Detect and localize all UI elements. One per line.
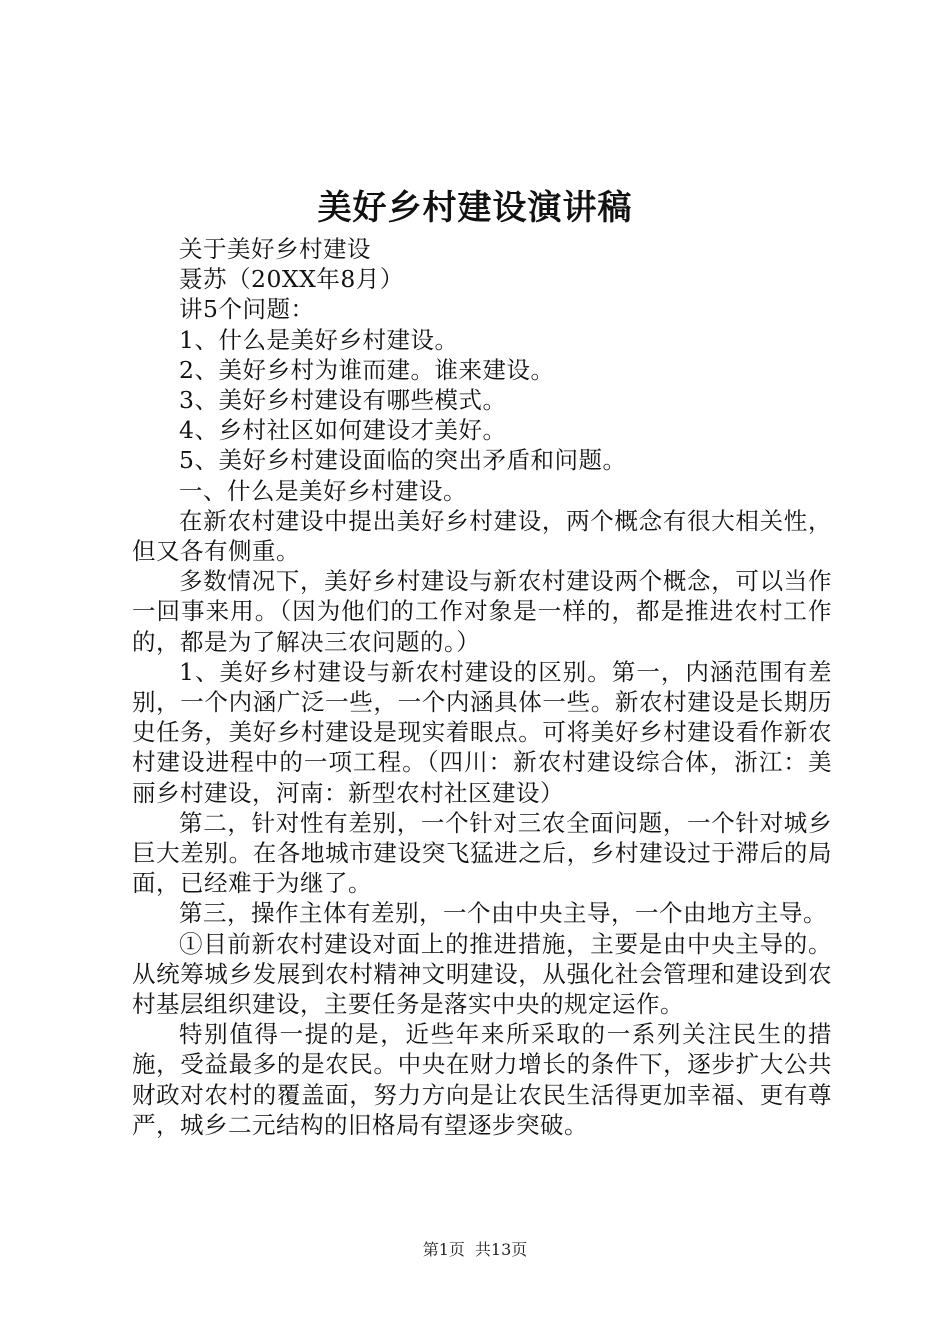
paragraph: 一、什么是美好乡村建设。	[179, 476, 467, 505]
paragraph: 3、美好乡村建设有哪些模式。	[179, 386, 507, 415]
document-title: 美好乡村建设演讲稿	[317, 188, 633, 228]
document-body	[132, 234, 832, 1140]
paragraph: ①目前新农村建设对面上的推进措施，主要是由中央主导的。从统筹城乡发展到农村精神文明建设，从强化社会管理和建设到农村基层组织建设，主要任务是落实中央的规定运作。	[132, 929, 832, 1019]
paragraph: 关于美好乡村建设	[179, 235, 371, 263]
paragraph: 在新农村建设中提出美好乡村建设，两个概念有很大相关性，但又各有侧重。	[132, 506, 832, 566]
paragraph: 4、乡村社区如何建设才美好。	[179, 416, 507, 445]
paragraph: 第三，操作主体有差别，一个由中央主导，一个由地方主导。	[179, 899, 827, 928]
paragraph: 2、美好乡村为谁而建。谁来建设。	[179, 355, 555, 384]
page-total: 共13页	[474, 1240, 528, 1259]
paragraph: 5、美好乡村建设面临的突出矛盾和问题。	[179, 446, 627, 475]
paragraph: 讲5个问题：	[179, 295, 315, 324]
paragraph: 特别值得一提的是，近些年来所采取的一系列关注民生的措施，受益最多的是农民。中央在财力增长的条件下，逐步扩大公共财政对农村的覆盖面，努力方向是让农民生活得更加幸福、更有尊严，城乡二元结构的旧格局有望逐步突破。	[132, 1020, 832, 1139]
paragraph: 1、美好乡村建设与新农村建设的区别。第一，内涵范围有差别，一个内涵广泛一些，一个内涵具体一些。新农村建设是长期历史任务，美好乡村建设是现实着眼点。可将美好乡村建设看作新农村建设进程中的一项工程。（四川：新农村建设综合体，浙江：美丽乡村建设，河南：新型农村社区建设）	[132, 657, 832, 807]
page-footer	[0, 1238, 950, 1262]
paragraph: 聂苏（20XX年8月）	[179, 265, 404, 294]
paragraph: 多数情况下，美好乡村建设与新农村建设两个概念，可以当作一回事来用。（因为他们的工作对象是一样的，都是推进农村工作的，都是为了解决三农问题的。）	[132, 567, 832, 656]
paragraph: 第二，针对性有差别，一个针对三农全面问题，一个针对城乡巨大差别。在各地城市建设突飞猛进之后，乡村建设过于滞后的局面，已经难于为继了。	[132, 808, 832, 898]
paragraph: 1、什么是美好乡村建设。	[179, 325, 459, 354]
page-number: 第1页	[422, 1240, 465, 1259]
